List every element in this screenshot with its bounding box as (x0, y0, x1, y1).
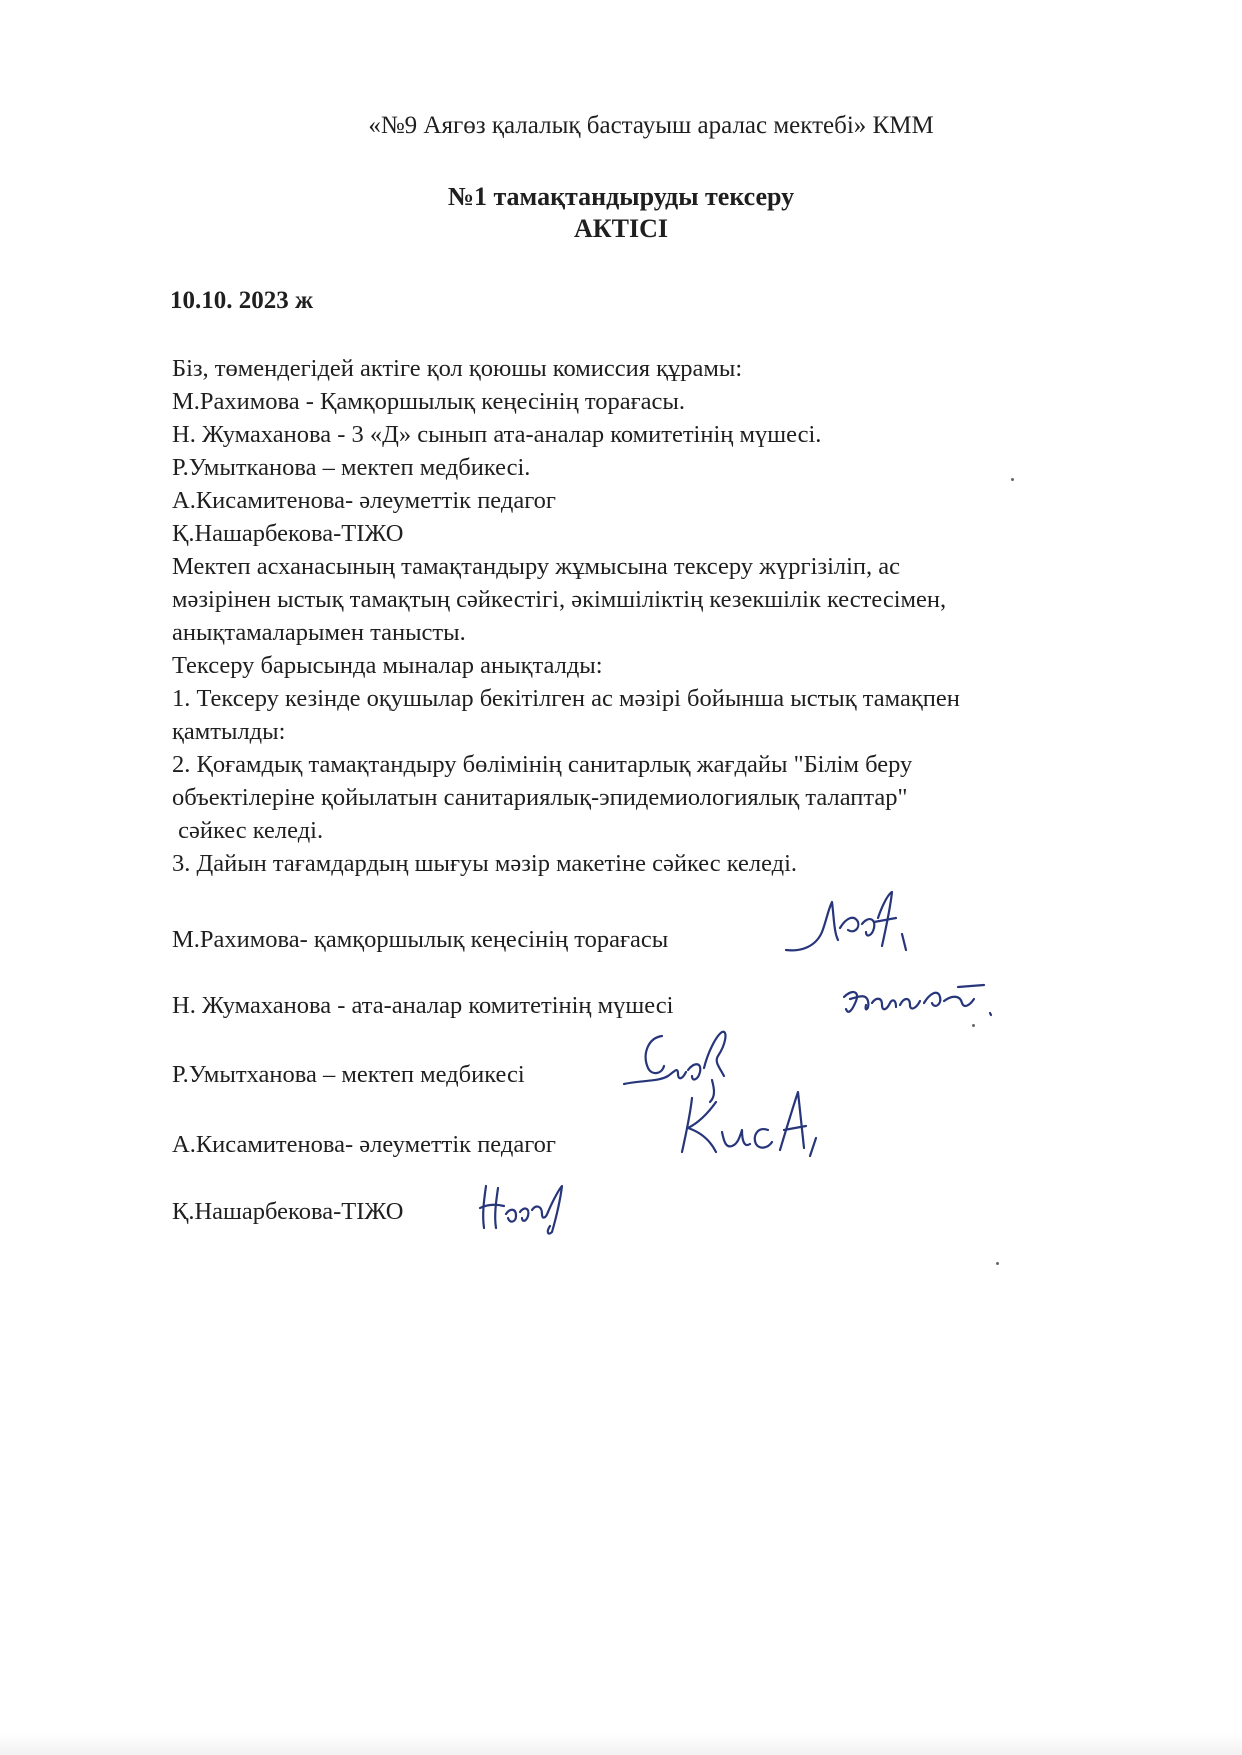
document-body (172, 352, 1132, 880)
signature-line-umytkhanova: Р.Умытханова – мектеп медбикесі (172, 1061, 525, 1088)
document-title: №1 тамақтандыруды тексеру (447, 182, 795, 211)
finding-line: 2. Қоғамдық тамақтандыру бөлімінің санитарлық жағдайы "Білім беру (172, 751, 913, 778)
scan-bottom-edge (0, 1733, 1242, 1755)
document-subtitle: АКТІСІ (574, 214, 668, 243)
paragraph-line: Мектеп асханасының тамақтандыру жұмысына тексеру жүргізіліп, ас (172, 553, 901, 580)
scan-speck (996, 1262, 999, 1265)
signature-line-nasharbekova: Қ.Нашарбекова-ТІЖО (172, 1198, 404, 1225)
signature-line-rakhimova: М.Рахимова- қамқоршылық кеңесінің торағасы (172, 926, 669, 953)
commission-member: А.Кисамитенова- әлеуметтік педагог (172, 487, 556, 514)
finding-line: 3. Дайын тағамдардың шығуы мәзір макетіне сәйкес келеді. (172, 850, 798, 877)
scan-speck (1011, 478, 1014, 481)
signature-line-zhumakhanova: Н. Жумаханова - ата-аналар комитетінің мүшесі (172, 992, 674, 1019)
findings-intro: Тексеру барысында мыналар анықталды: (172, 652, 603, 679)
finding-line: 1. Тексеру кезінде оқушылар бекітілген ас мәзірі бойынша ыстық тамақпен (172, 685, 960, 712)
scan-speck (972, 1024, 975, 1027)
commission-intro: Біз, төмендегідей актіге қол қоюшы комиссия құрамы: (172, 355, 743, 382)
signature-line-kisamitenova: А.Кисамитенова- әлеуметтік педагог (172, 1131, 556, 1158)
commission-member: Р.Умытканова – мектеп медбикесі. (172, 454, 531, 481)
paragraph-line: анықтамаларымен танысты. (172, 619, 466, 646)
commission-member: М.Рахимова - Қамқоршылық кеңесінің торағасы. (172, 388, 685, 415)
commission-member: Қ.Нашарбекова-ТІЖО (172, 520, 404, 547)
handwritten-signature-rakhimova (782, 888, 912, 968)
document-date: 10.10. 2023 ж (170, 287, 314, 314)
organization-header: «№9 Аягөз қалалық бастауыш аралас мектебі» КММ (368, 112, 934, 139)
paragraph-line: мәзірінен ыстық тамақтың сәйкестігі, әкімшіліктің кезекшілік кестесімен, (172, 586, 947, 613)
handwritten-signature-nasharbekova (476, 1178, 566, 1238)
finding-line: қамтылды: (172, 718, 286, 745)
finding-line: сәйкес келеді. (172, 817, 324, 844)
handwritten-signature-kisamitenova (672, 1086, 822, 1166)
finding-line: объектілеріне қойылатын санитариялық-эпидемиологиялық талаптар" (172, 784, 908, 811)
commission-member: Н. Жумаханова - 3 «Д» сынып ата-аналар комитетінің мүшесі. (172, 421, 822, 448)
